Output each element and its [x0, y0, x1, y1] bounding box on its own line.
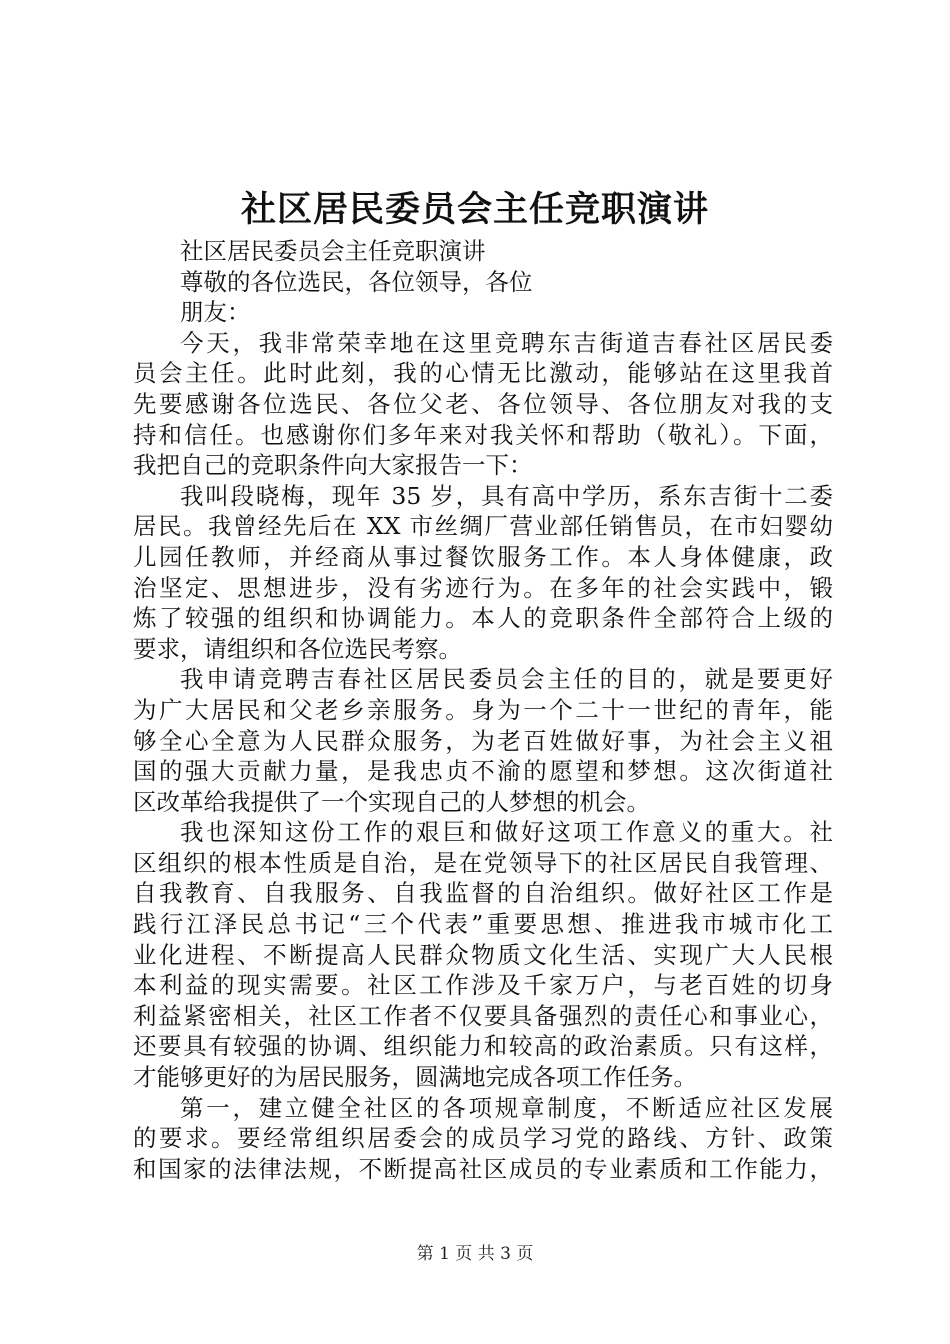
body-text-line: 我叫段晓梅，现年 35 岁，具有高中学历，系东吉街十二委: [180, 481, 833, 510]
body-text-line: 尊敬的各位选民，各位领导，各位: [180, 267, 533, 296]
body-text-line: 自我教育、自我服务、自我监督的自治组织。做好社区工作是: [133, 879, 833, 908]
body-text-line: 国的强大贡献力量，是我忠贞不渝的愿望和梦想。这次街道社: [133, 757, 833, 786]
page-footer: 第 1 页 共 3 页: [416, 1244, 534, 1264]
body-text-line: 业化进程、不断提高人民群众物质文化生活、实现广大人民根: [133, 940, 833, 969]
body-text-line: 我也深知这份工作的艰巨和做好这项工作意义的重大。社: [180, 818, 833, 847]
body-text-line: 朋友：: [180, 298, 251, 327]
body-text-line: 本利益的现实需要。社区工作涉及千家万户，与老百姓的切身: [133, 971, 833, 1000]
body-text-line: 要求，请组织和各位选民考察。: [133, 634, 462, 663]
body-text-line: 的要求。要经常组织居委会的成员学习党的路线、方针、政策: [133, 1124, 833, 1153]
document-title: 社区居民委员会主任竞职演讲: [240, 189, 709, 230]
document-body: [133, 236, 833, 1184]
body-text-line: 践行江泽民总书记“三个代表”重要思想、推进我市城市化工: [133, 910, 833, 939]
body-text-line: 为广大居民和父老乡亲服务。身为一个二十一世纪的青年，能: [133, 695, 833, 724]
body-text-line: 第一，建立健全社区的各项规章制度，不断适应社区发展: [180, 1093, 833, 1122]
body-text-line: 治坚定、思想进步，没有劣迹行为。在多年的社会实践中，锻: [133, 573, 833, 602]
body-text-line: 和国家的法律法规，不断提高社区成员的专业素质和工作能力，: [133, 1154, 833, 1183]
body-text-line: 儿园任教师，并经商从事过餐饮服务工作。本人身体健康，政: [133, 542, 833, 571]
body-text-line: 我把自己的竞职条件向大家报告一下：: [133, 451, 533, 480]
body-text-line: 社区居民委员会主任竞职演讲: [180, 237, 486, 265]
body-text-line: 区组织的根本性质是自治，是在党领导下的社区居民自我管理、: [133, 848, 833, 877]
body-text-line: 区改革给我提供了一个实现自己的人梦想的机会。: [133, 787, 650, 816]
body-text-line: 炼了较强的组织和协调能力。本人的竞职条件全部符合上级的: [133, 604, 833, 633]
body-text-line: 居民。我曾经先后在 XX 市丝绸厂营业部任销售员，在市妇婴幼: [133, 512, 833, 541]
body-text-line: 我申请竞聘吉春社区居民委员会主任的目的，就是要更好: [180, 665, 833, 694]
body-text-line: 够全心全意为人民群众服务，为老百姓做好事，为社会主义祖: [133, 726, 833, 755]
body-text-line: 还要具有较强的协调、组织能力和较高的政治素质。只有这样，: [133, 1032, 833, 1061]
body-text-line: 今天，我非常荣幸地在这里竞聘东吉街道吉春社区居民委: [180, 328, 833, 357]
body-text-line: 才能够更好的为居民服务，圆满地完成各项工作任务。: [133, 1063, 697, 1092]
body-text-line: 利益紧密相关，社区工作者不仅要具备强烈的责任心和事业心，: [133, 1001, 833, 1030]
body-text-line: 持和信任。也感谢你们多年来对我关怀和帮助（敬礼）。下面，: [133, 420, 833, 449]
body-text-line: 员会主任。此时此刻，我的心情无比激动，能够站在这里我首: [133, 359, 833, 388]
body-text-line: 先要感谢各位选民、各位父老、各位领导、各位朋友对我的支: [133, 389, 833, 418]
